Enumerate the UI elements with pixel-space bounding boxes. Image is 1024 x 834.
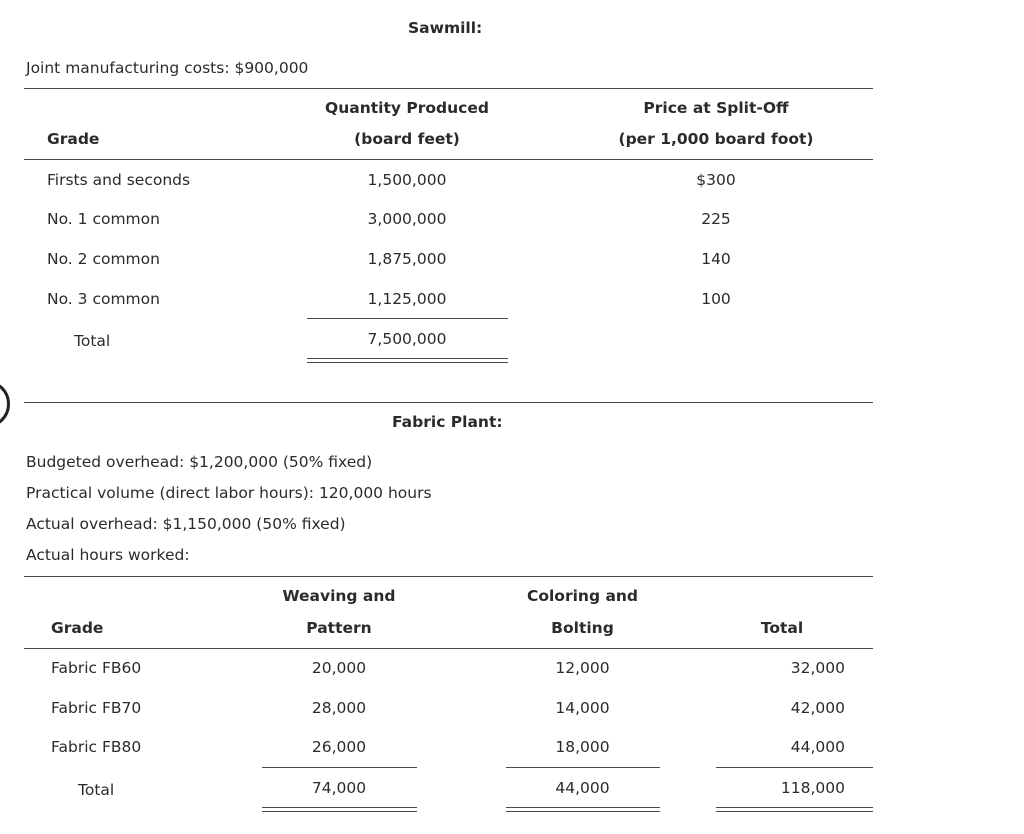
- fabric-total-label: Total: [78, 781, 115, 799]
- fabric-info-line: Actual overhead: $1,150,000 (50% fixed): [26, 515, 346, 533]
- joint-costs-text: Joint manufacturing costs: $900,000: [26, 59, 309, 77]
- fabric-row-grade: Fabric FB70: [51, 699, 142, 717]
- sawmill-qty-header-line2: (board feet): [354, 130, 460, 148]
- fabric-total-subtotal-rule: [716, 767, 873, 768]
- sawmill-price-header-line2: (per 1,000 board foot): [618, 130, 814, 148]
- fabric-row-weave: 26,000: [311, 738, 367, 756]
- fabric-section-top-rule: [24, 402, 873, 403]
- sawmill-total-label: Total: [74, 332, 111, 350]
- fabric-title: Fabric Plant:: [392, 413, 503, 431]
- fabric-color-header-line1: Coloring and: [526, 587, 639, 605]
- fabric-color-total-double-rule: [506, 807, 660, 812]
- fabric-total-total-double-rule: [716, 807, 873, 812]
- sawmill-subtotal-rule: [307, 318, 508, 319]
- fabric-color-subtotal-rule: [506, 767, 660, 768]
- fabric-info-line: Practical volume (direct labor hours): 120,000 hours: [26, 484, 432, 502]
- fabric-info-line: Budgeted overhead: $1,200,000 (50% fixed): [26, 453, 373, 471]
- fabric-row-color: 18,000: [555, 738, 610, 756]
- fabric-total-weave: 74,000: [311, 779, 367, 797]
- fabric-weave-header-line2: Pattern: [306, 619, 372, 637]
- fabric-row-total: 32,000: [790, 659, 845, 677]
- sawmill-row-qty: 1,125,000: [367, 290, 447, 308]
- sawmill-row-grade: Firsts and seconds: [47, 171, 191, 189]
- selection-circle-icon: [0, 380, 10, 428]
- fabric-header-rule: [24, 648, 873, 649]
- sawmill-header-rule: [24, 159, 873, 160]
- fabric-total-total: 118,000: [780, 779, 845, 797]
- sawmill-row-price: 225: [701, 210, 731, 228]
- fabric-table-top-rule: [24, 576, 873, 577]
- sawmill-price-header-line1: Price at Split-Off: [643, 99, 789, 117]
- fabric-grade-header: Grade: [51, 619, 104, 637]
- sawmill-row-grade: No. 1 common: [47, 210, 160, 228]
- sawmill-row-grade: No. 3 common: [47, 290, 160, 308]
- sawmill-row-price: $300: [696, 171, 736, 189]
- sawmill-row-price: 100: [701, 290, 731, 308]
- fabric-row-weave: 28,000: [311, 699, 367, 717]
- fabric-row-color: 12,000: [555, 659, 610, 677]
- fabric-weave-subtotal-rule: [262, 767, 417, 768]
- sawmill-qty-header-line1: Quantity Produced: [325, 99, 489, 117]
- fabric-row-color: 14,000: [555, 699, 610, 717]
- fabric-row-grade: Fabric FB80: [51, 738, 142, 756]
- fabric-row-grade: Fabric FB60: [51, 659, 142, 677]
- fabric-row-weave: 20,000: [311, 659, 367, 677]
- sawmill-total-qty: 7,500,000: [367, 330, 447, 348]
- fabric-row-total: 42,000: [790, 699, 845, 717]
- fabric-total-header: Total: [760, 619, 804, 637]
- fabric-row-total: 44,000: [790, 738, 845, 756]
- sawmill-grade-header: Grade: [47, 130, 100, 148]
- sawmill-total-double-rule: [307, 358, 508, 363]
- sawmill-row-price: 140: [701, 250, 731, 268]
- sawmill-row-qty: 1,875,000: [367, 250, 447, 268]
- fabric-weave-total-double-rule: [262, 807, 417, 812]
- sawmill-title: Sawmill:: [408, 19, 483, 37]
- fabric-color-header-line2: Bolting: [551, 619, 614, 637]
- sawmill-row-qty: 1,500,000: [367, 171, 447, 189]
- fabric-total-color: 44,000: [555, 779, 610, 797]
- fabric-weave-header-line1: Weaving and: [282, 587, 396, 605]
- sawmill-row-grade: No. 2 common: [47, 250, 160, 268]
- sawmill-table-top-rule: [24, 88, 873, 89]
- fabric-info-line: Actual hours worked:: [26, 546, 190, 564]
- sawmill-row-qty: 3,000,000: [367, 210, 447, 228]
